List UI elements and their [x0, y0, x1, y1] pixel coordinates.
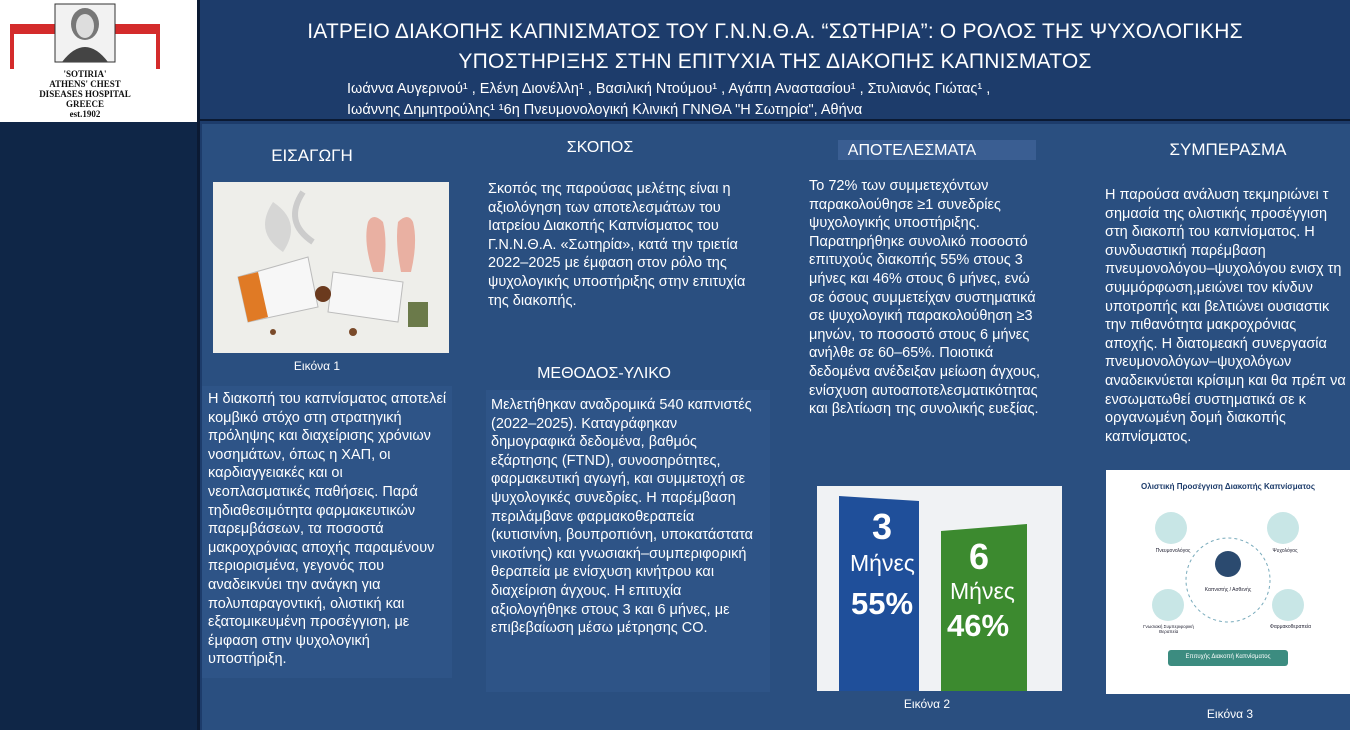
diagram-title: Ολιστική Προσέγγιση Διακοπής Καπνίσματος: [1141, 482, 1315, 491]
aim-heading: ΣΚΟΠΟΣ: [566, 139, 634, 156]
results-figure: [817, 486, 1062, 691]
intro-image: [213, 182, 449, 353]
poster-title-line1: ΙΑΤΡΕΙΟ ΔΙΑΚΟΠΗΣ ΚΑΠΝΙΣΜΑΤΟΣ ΤΟΥ Γ.Ν.Ν.Θ.Α. “ΣΩΤΗΡΙΑ”: Ο ΡΟΛΟΣ ΤΗΣ ΨΥΧΟΛΟΓΙΚΗΣ: [307, 20, 1243, 43]
conclusion-caption: Εικόνα 3: [1206, 707, 1254, 721]
bar2-percent: 46%: [947, 608, 1010, 643]
results-text: Το 72% των συμμετεχόντων παρακολούθησε ≥1 συνεδρίες ψυχολογικής υποστήριξης. Παρατηρήθηκε συνολικό ποσοστό επιτυχούς διακοπής 55% στους 3 μήνες και 46% στους 6 μήνες, ενώ σε όσους συμμετείχαν συστηματικά σε ψυχολογική παρακολούθηση ≥3 μηνών, το ποσοστό στους 6 μήνες ανήλθε σε 60–65%. Ποιοτικά δεδομένα ανέδειξαν μείωση άγχους, ενίσχυση αυτοαποτελεσματικότητας και βελτίωση της συνολικής ευεξίας.: [809, 178, 1041, 418]
logo-text-1: 'SOTIRIA': [63, 69, 107, 79]
intro-text: Η διακοπή του καπνίσματος αποτελεί κομβικό στόχο στη στρατηγική πρόληψης και διαχείρισης χρόνιων νοσημάτων, όπως η ΧΑΠ, οι καρδιαγγειακές και οι νεοπλασματικές παθήσεις. Παρά τηδιαθεσιμότητα φαρμακευτικών παρεμβάσεων, τα ποσοστά μακροχρόνιας αποχής παραμένουν περιορισμένα, γεγονός που αναδεικνύει την ανάγκη για πολυπαραγοντική, ολιστική και εξατομικευμένη προσέγγιση, με έμφαση στην ψυχολογική υποστήριξη.: [208, 391, 447, 668]
bar1-number: 3: [872, 506, 893, 547]
diagram-bottom-label: Επιτυχής Διακοπή Καπνίσματος: [1185, 654, 1271, 660]
logo-text-2: ATHENS' CHEST: [49, 79, 121, 89]
diagram-node-1: Πνευμονολόγος: [1155, 548, 1191, 554]
conclusion-heading: ΣΥΜΠΕΡΑΣΜΑ: [1169, 140, 1287, 159]
logo-text-5: est.1902: [69, 109, 101, 119]
results-caption: Εικόνα 2: [903, 697, 951, 711]
bar2-number: 6: [969, 536, 990, 577]
diagram-graphic: [1106, 470, 1350, 694]
diagram-node-4: Φαρμακοθεραπεία: [1269, 624, 1312, 630]
bar1-percent: 55%: [851, 586, 914, 621]
diagram-node-3: Γνωσιακή Συμπεριφορική Θεραπεία: [1143, 624, 1194, 634]
hospital-logo: [10, 2, 160, 120]
aim-text: Σκοπός της παρούσας μελέτης είναι η αξιολόγηση των αποτελεσμάτων του Ιατρείου Διακοπής Καπνίσματος του Γ.Ν.Ν.Θ.Α. «Σωτηρία», κατά την τριετία 2022–2025 με έμφαση στον ρόλο της ψυχολογικής υποστήριξης στην επιτυχία της διακοπής.: [488, 181, 746, 309]
cigarette-illustration-icon: [213, 182, 449, 353]
authors-line2: Ιωάννης Δημητρούλης¹ ¹6η Πνευμονολογική Κλινική ΓΝΝΘΑ "Η Σωτηρία", Αθήνα: [347, 102, 863, 118]
bar1-unit: Μήνες: [850, 550, 915, 576]
methods-heading: ΜΕΘΟΔΟΣ-ΥΛΙΚΟ: [537, 365, 671, 382]
poster-title-line2: ΥΠΟΣΤΗΡΙΞΗΣ ΣΤΗΝ ΕΠΙΤΥΧΙΑ ΤΗΣ ΔΙΑΚΟΠΗΣ ΚΑΠΝΙΣΜΑΤΟΣ: [458, 50, 1092, 73]
authors-line1: Ιωάννα Αυγερινού¹ , Ελένη Διονέλλη¹ , Βασιλική Ντούμου¹ , Αγάπη Αναστασίου¹ , Στυλιανός Γιώτας¹ ,: [347, 81, 991, 97]
logo-text-4: GREECE: [65, 99, 104, 109]
diagram-center-label: Καπνιστής / Ασθενής: [1204, 587, 1252, 593]
conclusion-diagram: [1106, 470, 1350, 694]
logo-text-3: DISEASES HOSPITAL: [39, 89, 131, 99]
intro-caption: Εικόνα 1: [293, 359, 341, 373]
bar2-unit: Μήνες: [950, 578, 1015, 604]
vertical-divider: [197, 0, 200, 730]
results-heading: ΑΠΟΤΕΛΕΣΜΑΤΑ: [847, 142, 977, 159]
methods-text: Μελετήθηκαν αναδρομικά 540 καπνιστές (2022–2025). Καταγράφηκαν δημογραφικά δεδομένα, βαθμός εξάρτησης (FTND), συνοσηρότητες, φαρμακευτική αγωγή, και συμμετοχή σε ψυχολογικές συνεδρίες. Η παρέμβαση περιλάμβανε φαρμακοθεραπεία (κυτισινίνη, βουπροπιόνη, υποκατάστατα νικοτίνης) και γνωσιακή–συμπεριφορική θεραπεία με ενίσχυση κινήτρου και διαχείριση άγχους. Η επιτυχία αξιολογήθηκε στους 3 και 6 μήνες, με επιβεβαίωση μέσω μέτρησης CO.: [491, 397, 753, 637]
intro-heading: ΕΙΣΑΓΩΓΗ: [271, 146, 353, 165]
diagram-node-2: Ψυχολόγος: [1272, 548, 1298, 554]
header-divider: [197, 119, 1350, 121]
conclusion-text: Η παρούσα ανάλυση τεκμηριώνει τ σημασία της ολιστικής προσέγγιση στη διακοπή του καπνίσματος. Η συνδυαστική παρέμβαση πνευμονολόγου–ψυχολόγου ενισχ τη συμμόρφωση,μειώνει τον κίνδυν υποτροπής και βελτιώνει ουσιαστικ την πιθανότητα μακροχρόνιας αποχής. Η διατομεακή συνεργασία πνευμονολόγων–ψυχολόγων αναδεικνύεται κρίσιμη και θα πρέπ να ενσωματωθεί συστηματικά σε κ οργανωμένη δομή διακοπής καπνίσματος.: [1105, 187, 1346, 445]
